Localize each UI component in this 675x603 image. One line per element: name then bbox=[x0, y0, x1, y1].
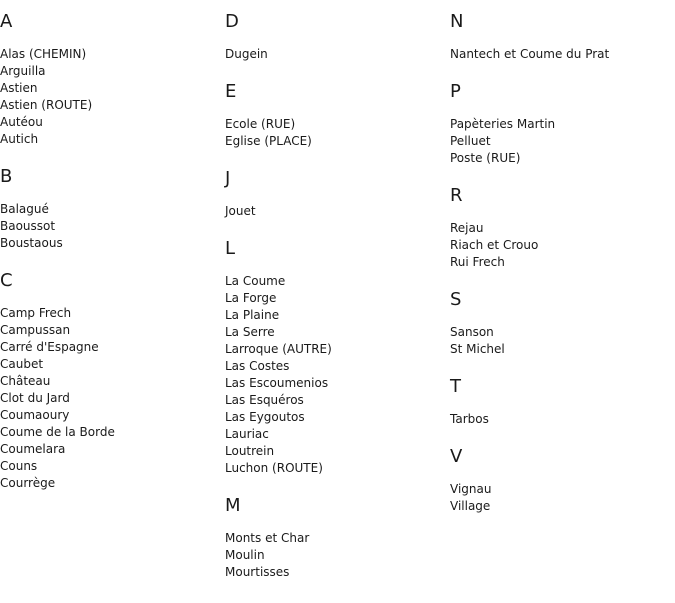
list-item bbox=[0, 475, 220, 492]
letter-heading: C bbox=[0, 270, 13, 291]
street-link[interactable]: Las Escoumenios bbox=[225, 376, 329, 390]
list-item bbox=[225, 203, 445, 220]
letter-group bbox=[225, 495, 445, 581]
list-item bbox=[0, 322, 220, 339]
street-link[interactable]: Coumaoury bbox=[0, 408, 70, 422]
list-item bbox=[225, 392, 445, 409]
street-list bbox=[225, 273, 445, 477]
street-link[interactable]: Ecole (RUE) bbox=[225, 117, 296, 131]
street-link[interactable]: Papèteries Martin bbox=[450, 117, 556, 131]
letter-group bbox=[450, 81, 675, 167]
street-link[interactable]: Camp Frech bbox=[0, 306, 72, 320]
letter-group bbox=[450, 185, 675, 271]
street-link[interactable]: St Michel bbox=[450, 342, 505, 356]
street-list bbox=[0, 305, 220, 492]
list-item bbox=[225, 273, 445, 290]
list-item bbox=[450, 133, 675, 150]
letter-heading: L bbox=[225, 238, 236, 259]
street-link[interactable]: Las Costes bbox=[225, 359, 290, 373]
letter-heading: D bbox=[225, 11, 239, 32]
street-link[interactable]: Courrège bbox=[0, 476, 56, 490]
street-link[interactable]: Alas (CHEMIN) bbox=[0, 47, 87, 61]
street-link[interactable]: La Forge bbox=[225, 291, 277, 305]
street-link[interactable]: Eglise (PLACE) bbox=[225, 134, 312, 148]
street-list bbox=[225, 530, 445, 581]
letter-group bbox=[0, 166, 220, 252]
list-item bbox=[0, 235, 220, 252]
list-item bbox=[0, 390, 220, 407]
list-item bbox=[0, 356, 220, 373]
list-item bbox=[225, 307, 445, 324]
street-link[interactable]: Loutrein bbox=[225, 444, 275, 458]
street-link[interactable]: Boustaous bbox=[0, 236, 63, 250]
letter-heading: A bbox=[0, 11, 13, 32]
street-link[interactable]: Riach et Crouo bbox=[450, 238, 539, 252]
street-link[interactable]: Pelluet bbox=[450, 134, 491, 148]
list-item bbox=[450, 254, 675, 271]
letter-heading: V bbox=[450, 446, 463, 467]
street-index-column-2 bbox=[225, 0, 445, 581]
letter-heading: T bbox=[450, 376, 461, 397]
list-item bbox=[225, 46, 445, 63]
street-list bbox=[225, 203, 445, 220]
list-item bbox=[225, 324, 445, 341]
list-item bbox=[0, 63, 220, 80]
street-list bbox=[450, 411, 675, 428]
list-item bbox=[0, 458, 220, 475]
street-link[interactable]: Tarbos bbox=[450, 412, 489, 426]
street-link[interactable]: Las Eygoutos bbox=[225, 410, 305, 424]
list-item bbox=[225, 358, 445, 375]
street-link[interactable]: Monts et Char bbox=[225, 531, 310, 545]
street-link[interactable]: Couns bbox=[0, 459, 38, 473]
list-item bbox=[225, 133, 445, 150]
street-list bbox=[225, 46, 445, 63]
list-item bbox=[450, 46, 675, 63]
letter-heading: M bbox=[225, 495, 241, 516]
list-item bbox=[450, 481, 675, 498]
street-link[interactable]: Château bbox=[0, 374, 51, 388]
letter-group bbox=[450, 11, 675, 63]
list-item bbox=[0, 114, 220, 131]
street-link[interactable]: Rui Frech bbox=[450, 255, 505, 269]
street-list bbox=[0, 201, 220, 252]
street-link[interactable]: Dugein bbox=[225, 47, 268, 61]
street-link[interactable]: Lauriac bbox=[225, 427, 269, 441]
street-link[interactable]: Village bbox=[450, 499, 491, 513]
street-link[interactable]: Vignau bbox=[450, 482, 492, 496]
street-link[interactable]: Coume de la Borde bbox=[0, 425, 115, 439]
street-link[interactable]: Luchon (ROUTE) bbox=[225, 461, 323, 475]
letter-group bbox=[450, 446, 675, 515]
street-list bbox=[450, 46, 675, 63]
list-item bbox=[225, 290, 445, 307]
list-item bbox=[450, 220, 675, 237]
list-item bbox=[450, 237, 675, 254]
list-item bbox=[0, 218, 220, 235]
street-list bbox=[225, 116, 445, 150]
list-item bbox=[225, 530, 445, 547]
list-item bbox=[225, 564, 445, 581]
letter-heading: S bbox=[450, 289, 462, 310]
street-list bbox=[450, 324, 675, 358]
street-link[interactable]: Balagué bbox=[0, 202, 49, 216]
letter-group bbox=[225, 238, 445, 477]
street-link[interactable]: Nantech et Coume du Prat bbox=[450, 47, 610, 61]
street-link[interactable]: Mourtisses bbox=[225, 565, 290, 579]
list-item bbox=[225, 547, 445, 564]
street-link[interactable]: La Plaine bbox=[225, 308, 280, 322]
list-item bbox=[450, 116, 675, 133]
street-link[interactable]: Autéou bbox=[0, 115, 43, 129]
list-item bbox=[0, 46, 220, 63]
street-link[interactable]: Astien (ROUTE) bbox=[0, 98, 93, 112]
list-item bbox=[0, 441, 220, 458]
list-item bbox=[450, 341, 675, 358]
street-list bbox=[450, 116, 675, 167]
letter-group bbox=[225, 11, 445, 63]
list-item bbox=[0, 407, 220, 424]
street-link[interactable]: Las Esquéros bbox=[225, 393, 304, 407]
list-item bbox=[0, 80, 220, 97]
street-link[interactable]: Rejau bbox=[450, 221, 484, 235]
letter-heading: E bbox=[225, 81, 237, 102]
letter-heading: R bbox=[450, 185, 463, 206]
street-link[interactable]: Moulin bbox=[225, 548, 265, 562]
street-link[interactable]: Arguilla bbox=[0, 64, 46, 78]
street-link[interactable]: Carré d'Espagne bbox=[0, 340, 99, 354]
letter-group bbox=[0, 270, 220, 492]
list-item bbox=[225, 341, 445, 358]
street-link[interactable]: La Serre bbox=[225, 325, 275, 339]
list-item bbox=[225, 409, 445, 426]
list-item bbox=[450, 411, 675, 428]
list-item bbox=[0, 373, 220, 390]
letter-heading: J bbox=[225, 168, 231, 189]
street-link[interactable]: Autich bbox=[0, 132, 39, 146]
street-link[interactable]: Coumelara bbox=[0, 442, 66, 456]
list-item bbox=[0, 97, 220, 114]
list-item bbox=[225, 460, 445, 477]
list-item bbox=[0, 201, 220, 218]
list-item bbox=[0, 339, 220, 356]
street-link[interactable]: Sanson bbox=[450, 325, 494, 339]
list-item bbox=[0, 424, 220, 441]
street-link[interactable]: Caubet bbox=[0, 357, 44, 371]
street-link[interactable]: Astien bbox=[0, 81, 38, 95]
letter-group bbox=[225, 168, 445, 220]
list-item bbox=[450, 324, 675, 341]
list-item bbox=[225, 375, 445, 392]
street-link[interactable]: Poste (RUE) bbox=[450, 151, 521, 165]
street-link[interactable]: Larroque (AUTRE) bbox=[225, 342, 332, 356]
street-link[interactable]: Clot du Jard bbox=[0, 391, 70, 405]
letter-group bbox=[0, 11, 220, 148]
letter-heading: B bbox=[0, 166, 13, 187]
street-index-column-3 bbox=[450, 0, 675, 515]
list-item bbox=[450, 150, 675, 167]
list-item bbox=[450, 498, 675, 515]
list-item bbox=[0, 305, 220, 322]
street-link[interactable]: La Coume bbox=[225, 274, 286, 288]
list-item bbox=[225, 426, 445, 443]
street-list bbox=[450, 220, 675, 271]
letter-heading: P bbox=[450, 81, 461, 102]
list-item bbox=[225, 443, 445, 460]
street-link[interactable]: Jouet bbox=[225, 204, 256, 218]
letter-group bbox=[450, 289, 675, 358]
letter-group bbox=[225, 81, 445, 150]
letter-group bbox=[450, 376, 675, 428]
street-link[interactable]: Baoussot bbox=[0, 219, 56, 233]
list-item bbox=[0, 131, 220, 148]
letter-heading: N bbox=[450, 11, 464, 32]
street-link[interactable]: Campussan bbox=[0, 323, 71, 337]
list-item bbox=[225, 116, 445, 133]
street-list bbox=[450, 481, 675, 515]
street-index-column-1 bbox=[0, 0, 220, 492]
street-list bbox=[0, 46, 220, 148]
